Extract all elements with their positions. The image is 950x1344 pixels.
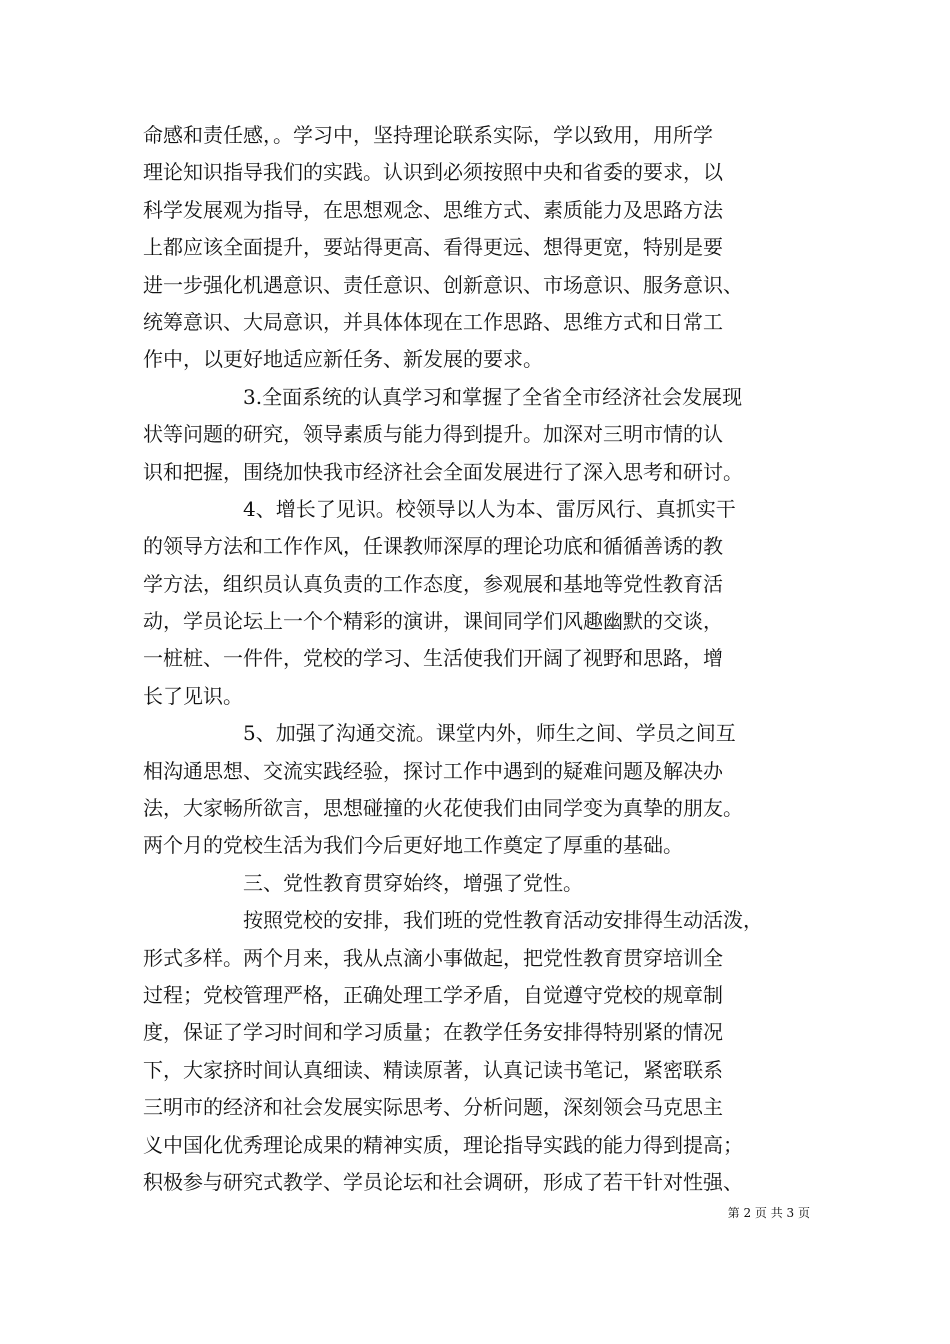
text-line: 进一步强化机遇意识、责任意识、创新意识、市场意识、服务意识、 [143, 272, 743, 297]
text-line: 相沟通思想、交流实践经验，探讨工作中遇到的疑难问题及解决办 [143, 758, 723, 783]
text-line: 学方法，组织员认真负责的工作态度，参观展和基地等党性教育活 [143, 571, 723, 596]
text-line: 统筹意识、大局意识，并具体体现在工作思路、思维方式和日常工 [143, 309, 723, 334]
text-line: 下，大家挤时间认真细读、精读原著，认真记读书笔记，紧密联系 [143, 1057, 723, 1082]
text-line: 科学发展观为指导，在思想观念、思维方式、素质能力及思路方法 [143, 197, 723, 222]
text-line: 命感和责任感，。学习中，坚持理论联系实际，学以致用，用所学 [143, 123, 713, 147]
text-line: 长了见识。 [143, 683, 243, 708]
text-line: 义中国化优秀理论成果的精神实质，理论指导实践的能力得到提高； [143, 1132, 743, 1157]
text-line: 动，学员论坛上一个个精彩的演讲，课间同学们风趣幽默的交谈， [143, 609, 723, 634]
text-line: 理论知识指导我们的实践。认识到必须按照中央和省委的要求，以 [143, 160, 723, 185]
text-line: 过程；党校管理严格，正确处理工学矛盾，自觉遵守党校的规章制 [143, 982, 723, 1007]
text-line: 作中，以更好地适应新任务、新发展的要求。 [143, 347, 543, 372]
text-line: 一桩桩、一件件，党校的学习、生活使我们开阔了视野和思路，增 [143, 646, 723, 671]
paragraph-start-line: 3.全面系统的认真学习和掌握了全省全市经济社会发展现 [243, 384, 743, 409]
body-text [143, 117, 823, 1201]
text-line: 识和把握，围绕加快我市经济社会全面发展进行了深入思考和研讨。 [143, 459, 743, 484]
text-line: 上都应该全面提升，要站得更高、看得更远、想得更宽，特别是要 [143, 235, 723, 260]
text-line: 状等问题的研究，领导素质与能力得到提升。加深对三明市情的认 [143, 422, 723, 447]
text-line: 形式多样。两个月来，我从点滴小事做起，把党性教育贯穿培训全 [143, 945, 723, 970]
text-line: 三明市的经济和社会发展实际思考、分析问题，深刻领会马克思主 [143, 1095, 723, 1120]
section-heading: 三、党性教育贯穿始终，增强了党性。 [243, 870, 583, 895]
text-line: 两个月的党校生活为我们今后更好地工作奠定了厚重的基础。 [143, 833, 683, 858]
text-line: 度，保证了学习时间和学习质量；在教学任务安排得特别紧的情况 [143, 1020, 723, 1045]
text-line: 法，大家畅所欲言，思想碰撞的火花使我们由同学变为真挚的朋友。 [143, 796, 743, 821]
text-line: 的领导方法和工作作风，任课教师深厚的理论功底和循循善诱的教 [143, 534, 723, 559]
text-line: 积极参与研究式教学、学员论坛和社会调研，形成了若干针对性强、 [143, 1169, 743, 1194]
paragraph-start-line: 4、增长了见识。校领导以人为本、雷厉风行、真抓实干 [243, 496, 736, 521]
page-number-footer: 第 2 页 共 3 页 [727, 1206, 810, 1220]
paragraph-start-line: 5、加强了沟通交流。课堂内外，师生之间、学员之间互 [243, 721, 736, 746]
paragraph-start-line: 按照党校的安排，我们班的党性教育活动安排得生动活泼， [243, 908, 763, 933]
